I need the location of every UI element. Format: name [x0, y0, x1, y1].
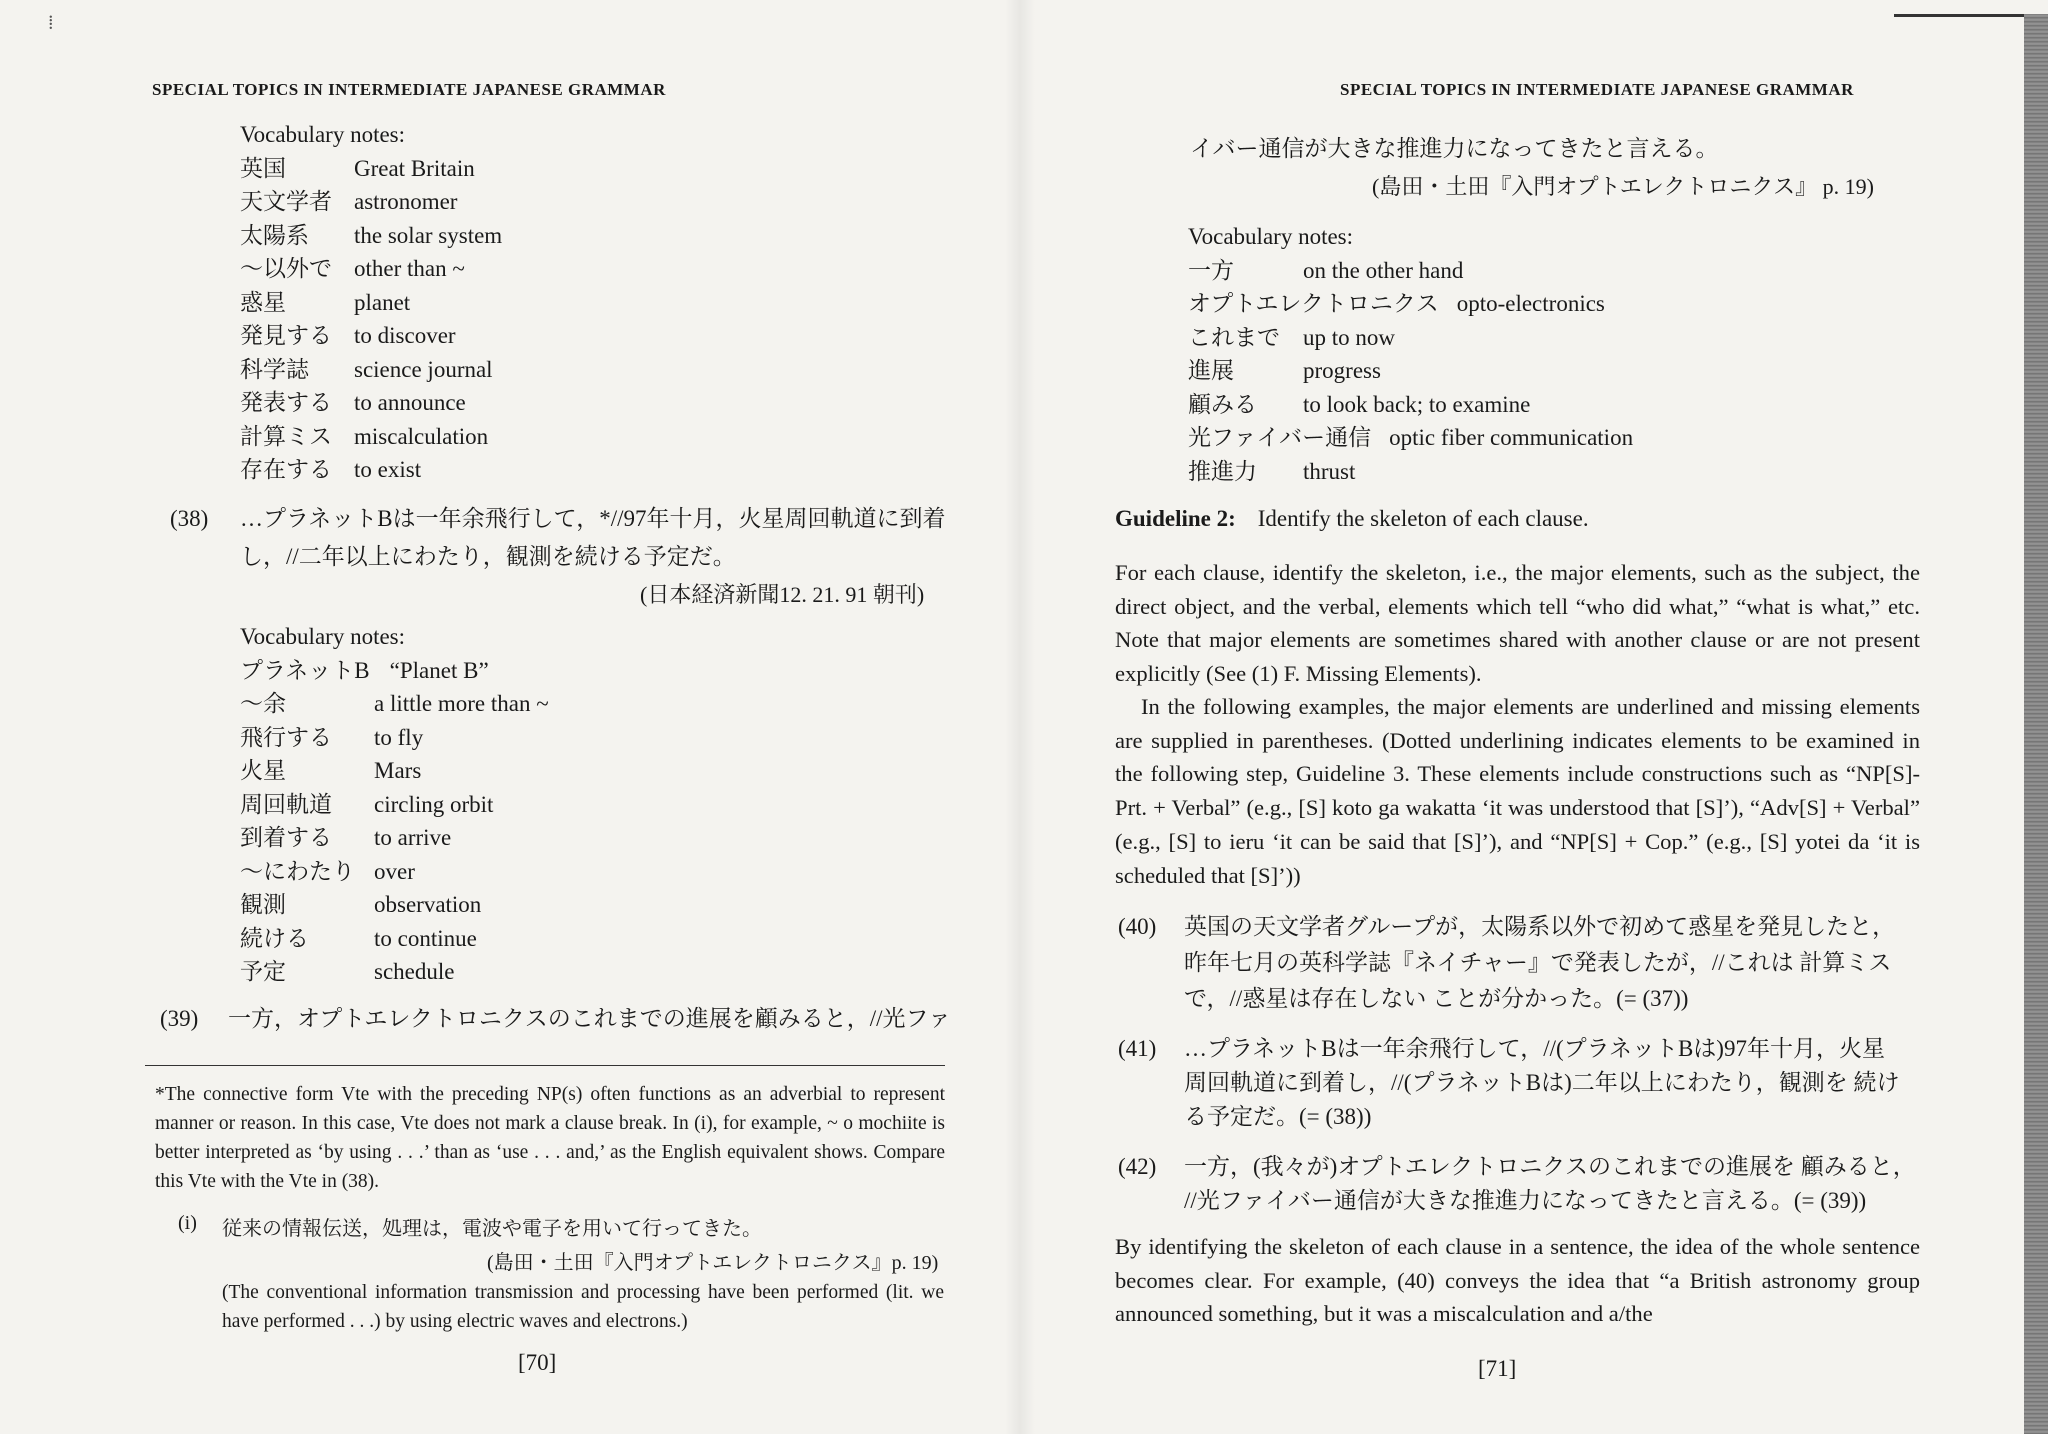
- vocab-term: 一方: [1188, 257, 1234, 283]
- vocab-gloss: to look back; to examine: [1303, 391, 1531, 417]
- example-42: [1118, 1148, 1978, 1228]
- vocabulary-heading: Vocabulary notes:: [240, 122, 406, 147]
- vocab-row: [240, 788, 549, 822]
- vocab-gloss: “Planet B”: [389, 657, 489, 683]
- vocab-row: [1188, 254, 1633, 288]
- vocab-row: [240, 152, 502, 186]
- vocab-row: [240, 821, 549, 855]
- vocab-gloss: to continue: [374, 925, 477, 951]
- citation: (日本経済新聞12. 21. 91 朝刊): [640, 582, 925, 607]
- guideline-2: [1115, 506, 1589, 532]
- paragraph-3: By identifying the skeleton of each clause in a sentence, the idea of the whole sentence becomes clear. For example, (40) conveys the idea that “a British astronomy group announced something, but it was a miscalculation and a/the: [1115, 1234, 1920, 1327]
- citation: (島田・土田『入門オプトエレクトロニクス』 p. 19): [1372, 174, 1874, 199]
- vocab-row: [240, 721, 549, 755]
- vocab-gloss: astronomer: [354, 189, 458, 214]
- example-41: [1118, 1030, 1978, 1150]
- page-number-left: [70]: [518, 1350, 557, 1375]
- guideline-text: Identify the skeleton of each clause.: [1257, 506, 1589, 531]
- vocab-gloss: optic fiber communication: [1389, 425, 1634, 450]
- scan-edge: [2024, 14, 2048, 1434]
- vocab-term: 飛行する: [240, 724, 332, 750]
- vocab-row: [1188, 354, 1633, 388]
- vocab-gloss: Mars: [374, 758, 422, 783]
- footnote-example-number: (i): [178, 1212, 197, 1234]
- vocab-term: 発表する: [240, 390, 332, 415]
- example-line: …プラネットBは一年余飛行して，//(プラネットBは)97年十月，火星: [1184, 1036, 1885, 1061]
- vocab-term: 顧みる: [1188, 391, 1257, 417]
- footnote-citation: (島田・土田『入門オプトエレクトロニクス』p. 19): [487, 1252, 939, 1274]
- vocab-row: [240, 654, 549, 688]
- vocab-row: [240, 353, 502, 387]
- left-page: [0, 0, 1020, 1434]
- example-line: 一方，(我々が)オプトエレクトロニクスのこれまでの進展を 顧みると，: [1184, 1154, 1916, 1179]
- vocab-gloss: the solar system: [354, 222, 503, 248]
- vocab-row: [1188, 455, 1633, 489]
- vocab-term: これまで: [1188, 324, 1280, 350]
- example-number: (39): [160, 1006, 199, 1031]
- running-head-right: SPECIAL TOPICS IN INTERMEDIATE JAPANESE GRAMMAR: [1340, 80, 1854, 99]
- vocab-gloss: schedule: [374, 959, 455, 984]
- vocab-term: 続ける: [240, 925, 309, 951]
- vocabulary-heading: Vocabulary notes:: [1188, 224, 1354, 249]
- example-number: (42): [1118, 1154, 1157, 1179]
- vocab-term: オプトエレクトロニクス: [1188, 291, 1439, 316]
- page-number-right: [71]: [1478, 1356, 1517, 1381]
- vocab-gloss: thrust: [1303, 458, 1356, 484]
- example-line: 英国の天文学者グループが，太陽系以外で初めて惑星を発見したと，: [1184, 914, 1896, 939]
- vocab-row: [240, 955, 549, 989]
- footnote: *The connective form Vte with the preceding NP(s) often functions as an adverbial to represent manner or reason. In this case, Vte does not mark a clause break. In (i), for example, ~ o mochiite is better interpreted as ‘by using . . .’ than as ‘use . . . and,’ as the English equivalent shows. Compare this Vte with the Vte in (38).: [155, 1084, 945, 1192]
- vocab-term: 予定: [240, 959, 286, 984]
- vocab-row: [1188, 388, 1633, 422]
- example-40: [1118, 908, 1978, 1028]
- right-page: [1020, 0, 2048, 1434]
- paragraph-2-text: In the following examples, the major elements are underlined and missing elements are supplied in parentheses. (Dotted underlining indicates elements to be examined in the following step, Guideline 3. These elements include constructions such as “NP[S]-Prt. + Verbal” (e.g., [S] koto ga wakatta ‘it was understood that [S]’), “Adv[S] + Verbal” (e.g., [S] to ieru ‘it can be said that [S]’), and “NP[S] + Cop.” (e.g., [S] yotei da ‘it is scheduled that [S]’)): [1115, 694, 1920, 888]
- vocab-term: 到着する: [240, 825, 332, 850]
- vocab-term: プラネットB: [240, 657, 370, 683]
- vocab-gloss: to arrive: [374, 825, 452, 850]
- vocab-row: [1188, 321, 1633, 355]
- vocab-term: 推進力: [1188, 458, 1257, 484]
- vocab-term: ～にわたり: [240, 858, 355, 884]
- paragraph-1: For each clause, identify the skeleton, i.e., the major elements, such as the subject, the direct object, and the verbal, elements which tell “who did what,” “what is what,” etc. Note that major elements are sometimes shared with another clause or are not present explicitly (See (1) F. Missing Elements).: [1115, 560, 1920, 687]
- example-line: で，//惑星は存在しない ことが分かった。(= (37)): [1184, 986, 1689, 1011]
- example-number: (41): [1118, 1036, 1157, 1061]
- vocab-row: [240, 420, 502, 454]
- example-line: …プラネットBは一年余飛行して，*//97年十月，火星周回軌道に到着: [240, 506, 946, 531]
- vocab-gloss: planet: [354, 289, 411, 315]
- vocab-term: 進展: [1188, 358, 1234, 383]
- vocab-gloss: to announce: [354, 390, 466, 415]
- vocab-row: [240, 687, 549, 721]
- vocabulary-notes-2: [240, 620, 549, 989]
- vocab-gloss: science journal: [354, 356, 493, 382]
- vocab-gloss: on the other hand: [1303, 257, 1464, 283]
- vocab-row: [240, 888, 549, 922]
- vocab-row: [240, 185, 502, 219]
- vocab-row: [1188, 421, 1633, 455]
- vocab-gloss: Great Britain: [354, 155, 475, 181]
- vocab-row: [240, 286, 502, 320]
- vocab-term: 天文学者: [240, 189, 332, 214]
- vocab-gloss: progress: [1303, 358, 1381, 383]
- vocabulary-notes-1: [240, 118, 502, 487]
- vocab-gloss: a little more than ~: [374, 691, 549, 716]
- vocab-gloss: to fly: [374, 724, 424, 750]
- vocab-gloss: to discover: [354, 323, 456, 348]
- vocab-term: 太陽系: [240, 222, 309, 248]
- running-head-left: SPECIAL TOPICS IN INTERMEDIATE JAPANESE GRAMMAR: [152, 80, 666, 99]
- vocab-row: [240, 754, 549, 788]
- vocab-row: [240, 386, 502, 420]
- vocab-gloss: observation: [374, 892, 482, 917]
- example-line: し，//二年以上にわたり，観測を続ける予定だ。: [240, 544, 736, 569]
- scan-mark: ⁞: [48, 12, 54, 34]
- vocab-gloss: circling orbit: [374, 791, 494, 817]
- scan-edge-line: [1894, 14, 2024, 17]
- example-39-continued: [1190, 130, 1719, 168]
- vocab-row: [1188, 287, 1633, 321]
- example-number: (40): [1118, 914, 1157, 939]
- example-line: 一方，オプトエレクトロニクスのこれまでの進展を顧みると，//光ファ: [228, 1006, 952, 1031]
- vocab-term: ～以外で: [240, 256, 332, 281]
- vocab-term: 計算ミス: [240, 423, 332, 449]
- vocab-term: 存在する: [240, 457, 332, 482]
- vocab-gloss: miscalculation: [354, 423, 489, 449]
- vocab-term: 周回軌道: [240, 791, 332, 817]
- vocabulary-heading: Vocabulary notes:: [240, 624, 406, 649]
- example-39: [160, 1000, 960, 1040]
- vocab-row: [240, 219, 502, 253]
- vocab-row: [240, 252, 502, 286]
- example-number: (38): [170, 506, 209, 531]
- example-line: イバー通信が大きな推進力になってきたと言える。: [1190, 136, 1719, 161]
- footnote-example-text: 従来の情報伝送，処理は，電波や電子を用いて行ってきた。: [222, 1218, 762, 1240]
- vocab-row: [240, 922, 549, 956]
- vocab-term: 発見する: [240, 323, 332, 348]
- example-line: //光ファイバー通信が大きな推進力になってきたと言える。(= (39)): [1184, 1188, 1867, 1213]
- vocab-term: 惑星: [240, 289, 286, 315]
- vocab-term: 光ファイバー通信: [1188, 425, 1372, 450]
- vocab-row: [240, 453, 502, 487]
- vocab-gloss: other than ~: [354, 256, 465, 281]
- vocab-row: [240, 319, 502, 353]
- vocabulary-notes-3: [1188, 220, 1633, 488]
- vocab-term: ～余: [240, 691, 286, 716]
- vocab-term: 火星: [240, 758, 286, 783]
- vocab-gloss: up to now: [1303, 324, 1395, 350]
- vocab-gloss: over: [374, 858, 415, 884]
- footnote-rule: [145, 1065, 945, 1066]
- paragraph-2: [1115, 690, 1920, 892]
- vocab-gloss: opto-electronics: [1456, 291, 1605, 316]
- example-line: る予定だ。(= (38)): [1184, 1104, 1372, 1129]
- vocab-term: 観測: [240, 892, 286, 917]
- vocab-gloss: to exist: [354, 457, 422, 482]
- example-line: 昨年七月の英科学誌『ネイチャー』で発表したが，//これは 計算ミス: [1184, 950, 1892, 975]
- guideline-label: Guideline 2:: [1115, 506, 1236, 531]
- vocab-row: [240, 855, 549, 889]
- example-line: 周回軌道に到着し，//(プラネットBは)二年以上にわたり，観測を 続け: [1184, 1070, 1900, 1095]
- vocab-term: 英国: [240, 155, 286, 181]
- footnote-translation: (The conventional information transmission and processing have been performed (lit. we have performed . . .) by using electric waves and electrons.): [222, 1282, 944, 1332]
- vocab-term: 科学誌: [240, 356, 309, 382]
